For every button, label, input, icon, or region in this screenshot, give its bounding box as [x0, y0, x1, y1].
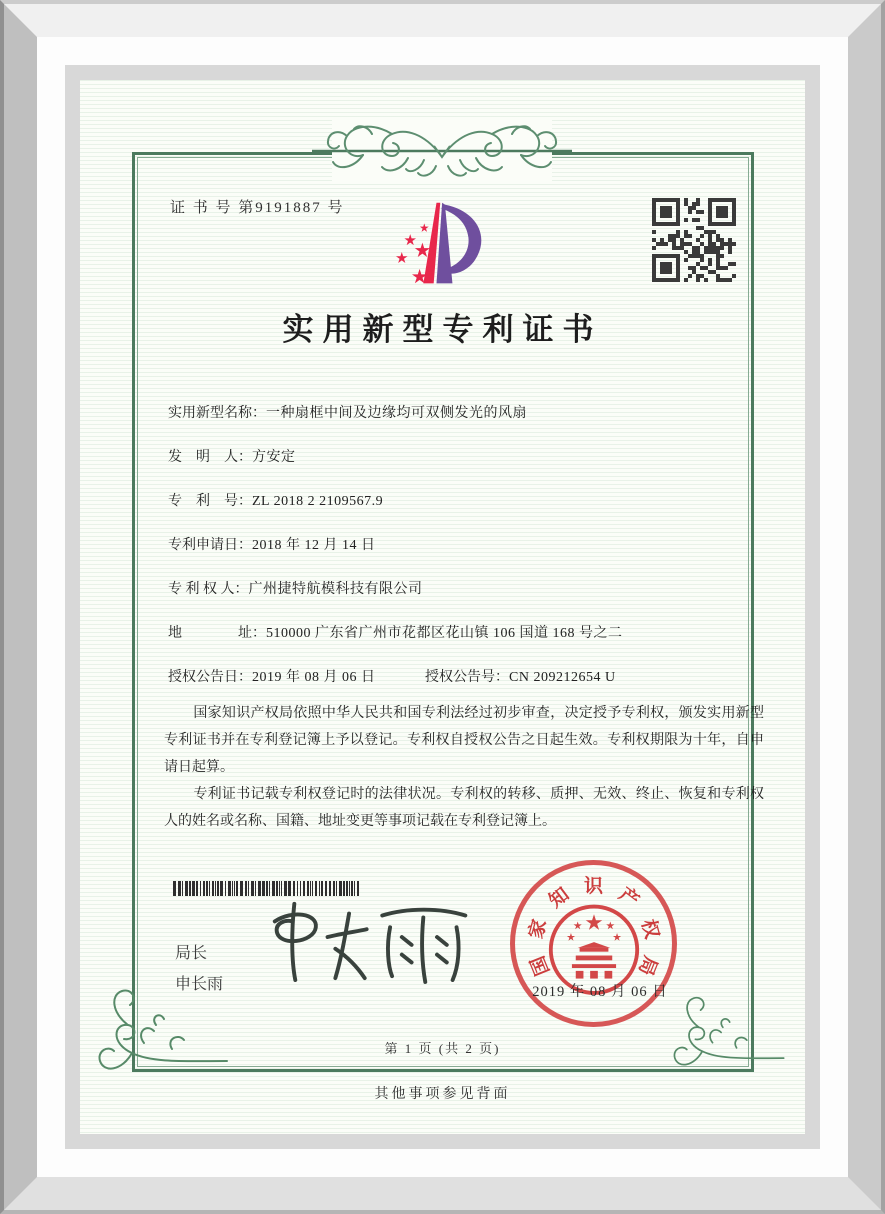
certificate-number: 证 书 号 第9191887 号: [170, 200, 345, 216]
field-value: 一种扇框中间及边缘均可双侧发光的风扇: [266, 406, 527, 421]
cnipa-red-seal-stamp: [510, 860, 677, 1027]
certificate-paper: [80, 80, 805, 1134]
picture-frame-face: [37, 37, 848, 1177]
field-value: 2019 年 08 月 06 日: [252, 670, 376, 685]
seal-arc-character: 局: [633, 952, 661, 978]
field-label: 实用新型名称：: [168, 406, 266, 421]
legal-paragraph: 专利证书记载专利权登记时的法律状况。专利权的转移、质押、无效、终止、恢复和专利权人的姓名或名称、国籍、地址变更等事项记载在专利登记簿上。: [164, 787, 764, 829]
field-label: 专 利 权 人：: [168, 582, 249, 597]
back-note: 其他事项参见背面: [374, 1087, 511, 1102]
seal-arc-character: 知: [544, 883, 573, 912]
field-row-grant: [168, 666, 768, 686]
field-label: 授权公告日：: [168, 670, 252, 685]
field-value: 广州捷特航模科技有限公司: [248, 582, 423, 597]
seal-date: 2019 年 08 月 06 日: [532, 984, 668, 1000]
seal-arc-character: 产: [614, 883, 643, 912]
corner-flourish-icon: [92, 983, 232, 1078]
field-label: 地 址：: [168, 626, 266, 641]
field-label: 发 明 人：: [168, 450, 252, 465]
signatory-title: 局长: [175, 945, 208, 962]
seal-arc-character: 识: [583, 875, 603, 897]
field-row-patentee: [168, 578, 768, 598]
seal-arc-character: 家: [525, 916, 551, 941]
field-label: 专利申请日：: [168, 538, 252, 553]
field-row-patent-number: [168, 490, 768, 510]
field-label: 专 利 号：: [168, 494, 252, 509]
green-dragon-flourish-icon: [312, 114, 572, 188]
shen-changyu-signature-icon: [265, 892, 480, 985]
field-value: 510000 广东省广州市花都区花山镇 106 国道 168 号之二: [266, 626, 623, 641]
field-row-filing-date: [168, 534, 768, 554]
field-row-inventor: [168, 446, 768, 466]
field-value: ZL 2018 2 2109567.9: [252, 494, 384, 509]
qr-code-icon: [652, 198, 736, 282]
field-row-name: [168, 402, 768, 422]
certificate-title: 实用新型专利证书: [282, 312, 603, 347]
field-row-address: [168, 622, 768, 642]
grant-number-group: [425, 666, 616, 686]
cnipa-patent-logo-icon: [383, 192, 505, 296]
legal-text-block: [164, 700, 764, 835]
legal-paragraph: 国家知识产权局依照中华人民共和国专利法经过初步审查，决定授予专利权，颁发实用新型专利证书并在专利登记簿上予以登记。专利权自授权公告之日起生效。专利权期限为十年，自申请日起算。: [164, 706, 764, 775]
field-value: 方安定: [252, 450, 296, 465]
signatory-name: 申长雨: [175, 976, 224, 993]
seal-arc-character: 国: [526, 952, 554, 978]
field-value: 2018 年 12 月 14 日: [252, 538, 376, 553]
picture-frame-bevel: [4, 4, 881, 1210]
seal-arc-character: 权: [636, 916, 662, 941]
field-label: 授权公告号：: [425, 670, 509, 685]
frame-inner-shadow-band: [65, 65, 820, 1149]
field-value: CN 209212654 U: [509, 670, 616, 685]
page-number: 第 1 页 (共 2 页): [384, 1041, 501, 1056]
